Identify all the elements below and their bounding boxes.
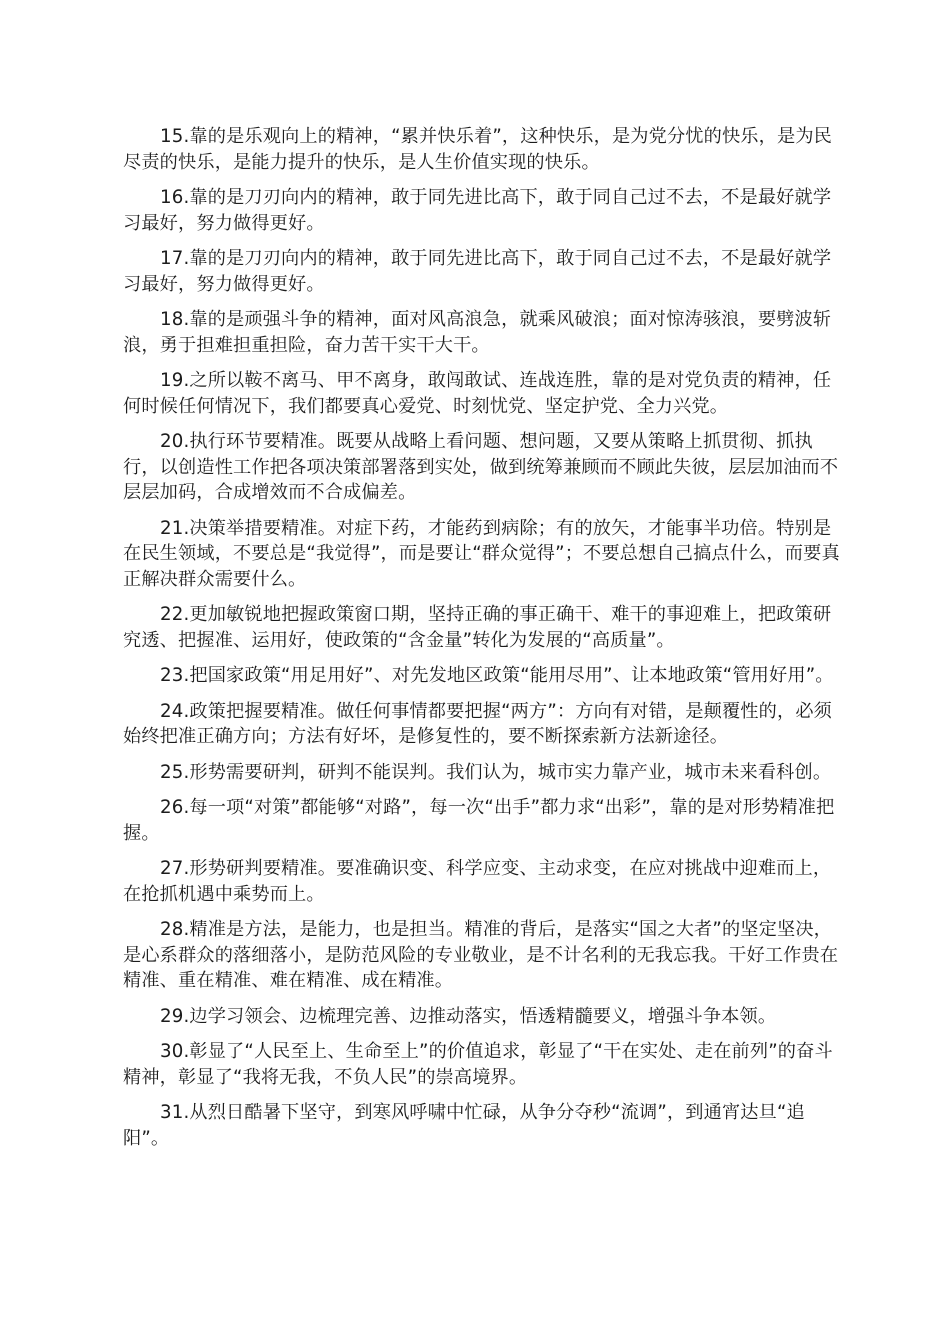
paragraph-25: 25.形势需要研判，研判不能误判。我们认为，城市实力靠产业，城市未来看科创。 (160, 761, 832, 783)
paragraph-17: 17.靠的是刀刃向内的精神，敢于同先进比高下，敢于同自己过不去，不是最好就学习最好，努力做得更好。 (123, 248, 832, 295)
paragraph-21: 21.决策举措要精准。对症下药，才能药到病除；有的放矢，才能事半功倍。特别是在民生领域，不要总是“我觉得”，而是要让“群众觉得”；不要总想自己搞点什么，而要真正解决群众需要什么。 (123, 517, 840, 590)
paragraph-31: 31.从烈日酷暑下坚守，到寒风呼啸中忙碌，从争分夺秒“流调”，到通宵达旦“追阳”。 (123, 1102, 805, 1149)
paragraph-16: 16.靠的是刀刃向内的精神，敢于同先进比高下，敢于同自己过不去，不是最好就学习最好，努力做得更好。 (123, 187, 832, 234)
paragraph-19: 19.之所以鞍不离马、甲不离身，敢闯敢试、连战连胜，靠的是对党负责的精神，任何时候任何情况下，我们都要真心爱党、时刻忧党、坚定护党、全力兴党。 (123, 370, 832, 417)
paragraph-24: 24.政策把握要精准。做任何事情都要把握“两方”：方向有对错，是颠覆性的，必须始终把准正确方向；方法有好坏，是修复性的，要不断探索新方法新途径。 (123, 700, 832, 747)
paragraph-15: 15.靠的是乐观向上的精神，“累并快乐着”，这种快乐，是为党分忧的快乐，是为民尽责的快乐，是能力提升的快乐，是人生价值实现的快乐。 (123, 126, 832, 173)
document-page (123, 124, 841, 1161)
paragraph-30: 30.彰显了“人民至上、生命至上”的价值追求，彰显了“干在实处、走在前列”的奋斗精神，彰显了“我将无我，不负人民”的崇高境界。 (123, 1041, 833, 1088)
paragraph-26: 26.每一项“对策”都能够“对路”，每一次“出手”都力求“出彩”，靠的是对形势精准把握。 (123, 797, 835, 844)
paragraph-29: 29.边学习领会、边梳理完善、边推动落实，悟透精髓要义，增强斗争本领。 (160, 1005, 777, 1027)
paragraph-22: 22.更加敏锐地把握政策窗口期，坚持正确的事正确干、难干的事迎难上，把政策研究透、把握准、运用好，使政策的“含金量”转化为发展的“高质量”。 (123, 604, 832, 651)
paragraph-20: 20.执行环节要精准。既要从战略上看问题、想问题，又要从策略上抓贯彻、抓执行，以创造性工作把各项决策部署落到实处，做到统筹兼顾而不顾此失彼，层层加油而不层层加码，合成增效而不合成偏差。 (123, 431, 839, 503)
paragraph-23: 23.把国家政策“用足用好”、对先发地区政策“能用尽用”、让本地政策“管用好用”。 (160, 665, 834, 686)
paragraph-18: 18.靠的是顽强斗争的精神，面对风高浪急，就乘风破浪；面对惊涛骇浪，要劈波斩浪，勇于担难担重担险，奋力苦干实干大干。 (123, 309, 832, 356)
paragraph-27: 27.形势研判要精准。要准确识变、科学应变、主动求变，在应对挑战中迎难而上，在抢抓机遇中乘势而上。 (123, 858, 832, 905)
paragraph-28: 28.精准是方法，是能力，也是担当。精准的背后，是落实“国之大者”的坚定坚决，是心系群众的落细落小，是防范风险的专业敬业，是不计名利的无我忘我。干好工作贵在精准、重在精准、难在精准、成在精准。 (123, 919, 839, 991)
